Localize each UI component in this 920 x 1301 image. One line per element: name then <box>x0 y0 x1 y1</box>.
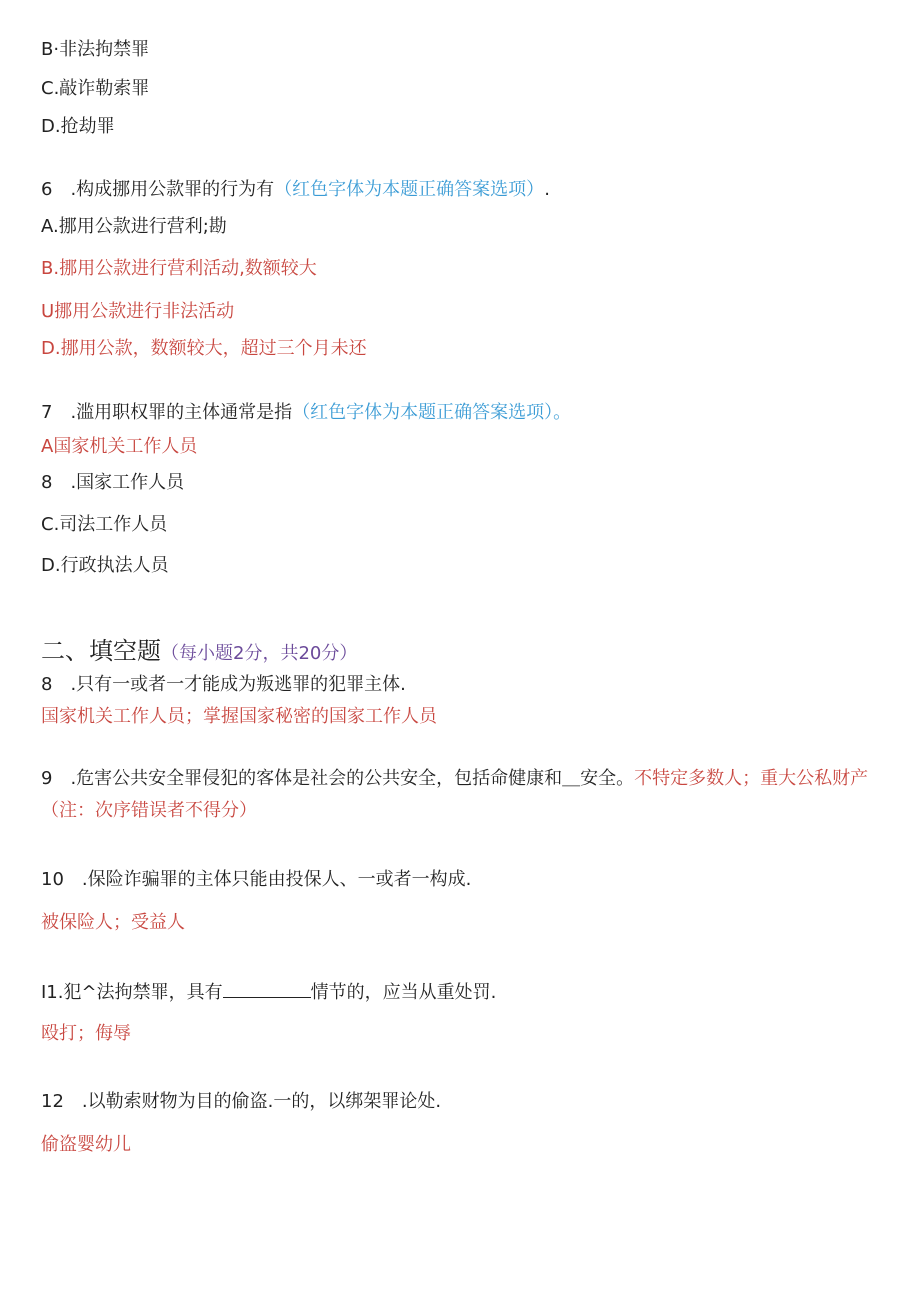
f9-answer: 不特定多数人；重大公私财产（注：次序错误者不得分） <box>41 768 869 821</box>
q6-option-a: A.挪用公款进行营利;勘 <box>41 216 227 237</box>
q7-stem-line <box>41 401 571 425</box>
f11-stem-a: I1.犯^法拘禁罪，具有 <box>41 982 223 1003</box>
q7-option-c: C.司法工作人员 <box>41 514 168 535</box>
f8-stem: 8 .只有一或者一才能成为叛逃罪的犯罪主体. <box>41 674 406 695</box>
f11-stem-b: 情节的，应当从重处罚. <box>310 982 497 1003</box>
q6-option-d: D.挪用公款，数额较大，超过三个月未还 <box>41 338 367 359</box>
f11-answer: 殴打；侮辱 <box>41 1023 131 1044</box>
q5-option-d: D.抢劫罪 <box>41 116 115 137</box>
q5-option-c: C.敲诈勒索罪 <box>41 78 150 99</box>
f12-answer: 偷盗婴幼儿 <box>41 1134 131 1155</box>
f9-text <box>41 763 881 827</box>
q6-option-c: U挪用公款进行非法活动 <box>41 301 235 322</box>
f11-stem <box>41 979 496 1005</box>
q6-note: （红色字体为本题正确答案选项） <box>274 179 545 200</box>
q7-option-d: D.行政执法人员 <box>41 555 169 576</box>
f9-stem: 9 .危害公共安全罪侵犯的客体是社会的公共安全，包括命健康和＿安全。 <box>41 768 635 789</box>
f10-answer: 被保险人；受益人 <box>41 912 185 933</box>
section-title: 二、填空题 <box>41 637 161 665</box>
f11-blank <box>223 979 311 998</box>
q6-stem-line <box>41 178 550 202</box>
q6-option-b: B.挪用公款进行营利活动,数额较大 <box>41 258 317 279</box>
q5-option-b: B·非法拘禁罪 <box>41 39 150 60</box>
section-heading <box>41 636 357 669</box>
q7-note: （红色字体为本题正确答案选项）。 <box>292 402 572 423</box>
q7-option-b: 8 .国家工作人员 <box>41 472 185 493</box>
f10-stem: 10 .保险诈骗罪的主体只能由投保人、一或者一构成. <box>41 869 472 890</box>
q6-stem: 6 .构成挪用公款罪的行为有 <box>41 179 275 200</box>
f12-stem: 12 .以勒索财物为目的偷盗.一的，以绑架罪论处. <box>41 1091 442 1112</box>
q6-tail: . <box>544 179 550 200</box>
f8-answer: 国家机关工作人员；掌握国家秘密的国家工作人员 <box>41 706 437 727</box>
q7-option-a: A国家机关工作人员 <box>41 436 198 457</box>
q7-stem: 7 .滥用职权罪的主体通常是指 <box>41 402 293 423</box>
section-note: （每小题2分，共20分） <box>161 643 358 664</box>
